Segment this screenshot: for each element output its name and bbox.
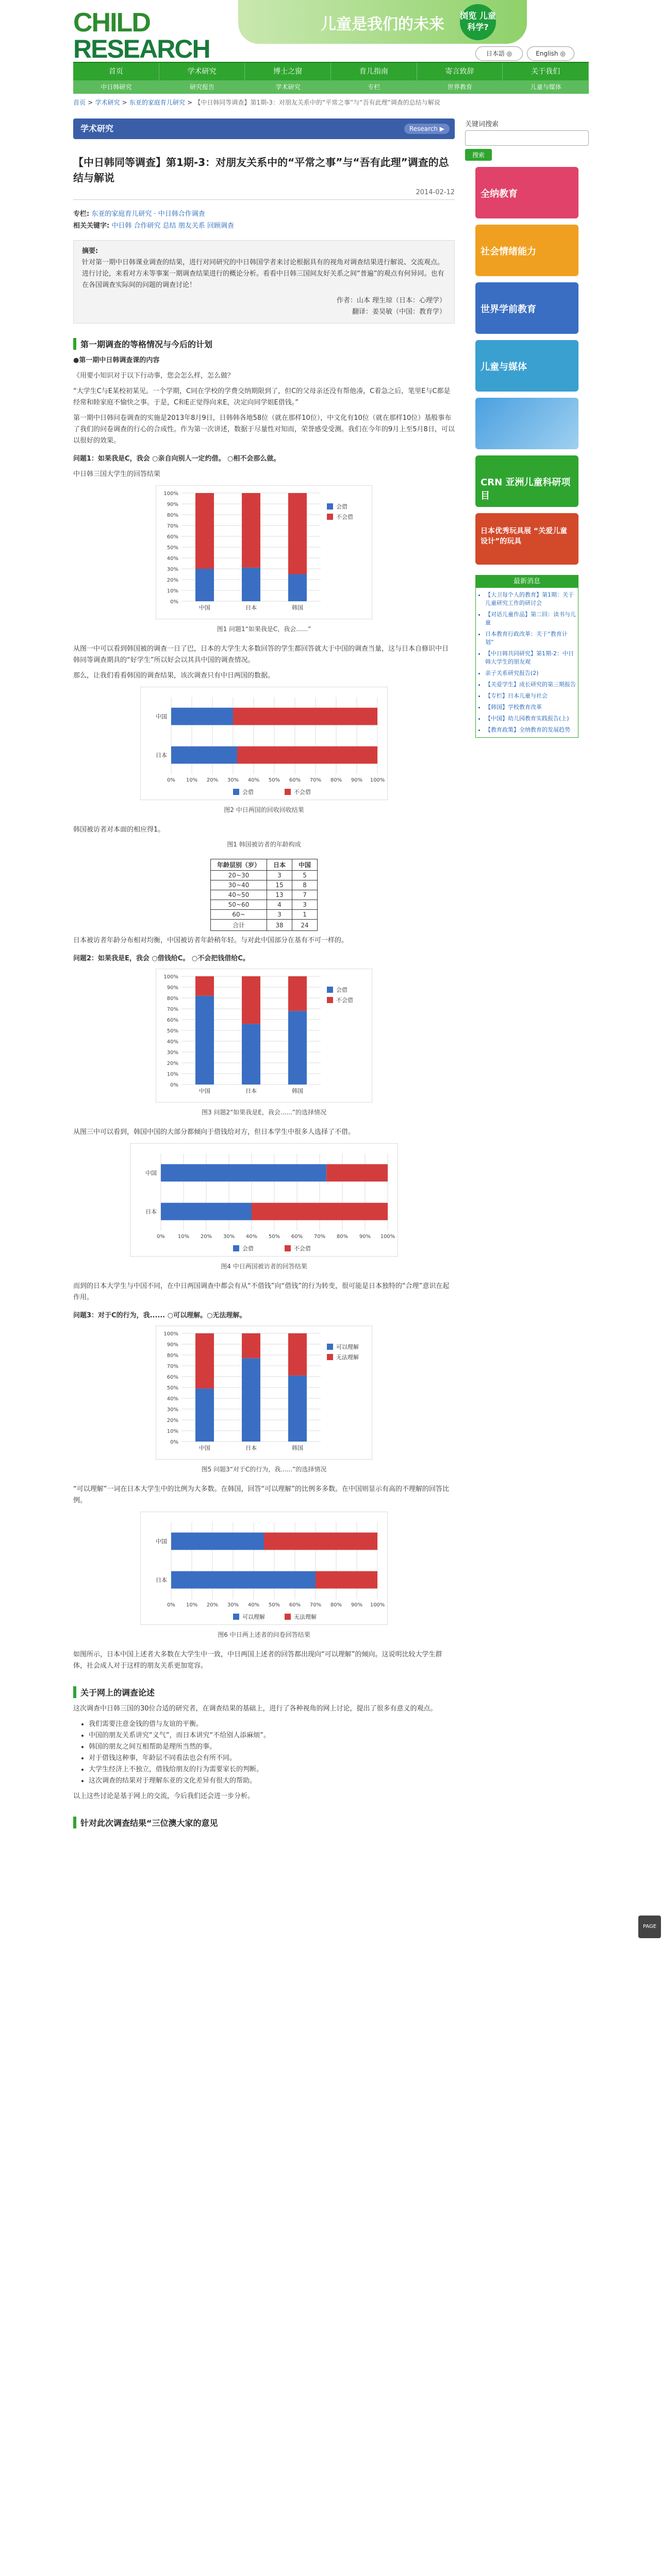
subnav-item[interactable]: 研究报告 xyxy=(190,83,215,91)
paragraph: 而到的日本大学生与中国不同，在中日两国调查中都会有从“不借钱”向“借钱”的行为转变，很可能是日本独特的“合理”意识在起作用。 xyxy=(73,1282,450,1301)
subnav-item[interactable]: 专栏 xyxy=(368,83,380,91)
tick-label: 0% xyxy=(167,777,175,783)
tick-label: 80% xyxy=(167,513,178,518)
news-item[interactable]: • 【大卫每个人的教育】第1期：关于儿童研究工作的研讨会 xyxy=(485,591,576,607)
tick-label: 40% xyxy=(167,1396,178,1402)
tick-label: 80% xyxy=(336,1234,349,1240)
bar xyxy=(161,1203,252,1221)
tick-label: 70% xyxy=(167,1007,178,1012)
tick-label: 20% xyxy=(200,1234,212,1240)
bar xyxy=(195,996,214,1084)
tick-label: 80% xyxy=(330,777,342,783)
question-1: 问题1：如果我是C，我会 ○亲自向别人一定约借。 ○相不会那么做。 xyxy=(73,455,280,463)
nav-item[interactable]: 寄言致辞 xyxy=(417,63,503,80)
category-label: 日本 xyxy=(245,604,257,611)
bar xyxy=(288,1376,307,1442)
legend-swatch xyxy=(327,987,333,993)
legend-label: 不会借 xyxy=(294,789,311,795)
chart-5 xyxy=(156,1326,372,1460)
banner-text: 儿童是我们的未来 xyxy=(321,15,444,33)
news-item[interactable]: • 日本教育行政改革：关于“教育计划” xyxy=(485,630,576,647)
bar xyxy=(316,1571,377,1589)
section-more-link[interactable]: Research ▶ xyxy=(404,124,450,134)
chart-6 xyxy=(140,1512,388,1625)
category-label: 中国 xyxy=(199,604,210,611)
news-item[interactable]: • 【关爱学生】成长研究的第三期报告 xyxy=(485,681,576,689)
site-logo[interactable] xyxy=(73,5,228,63)
nav-item[interactable]: 博士之窗 xyxy=(245,63,331,80)
table-row: 合计 38 24 xyxy=(210,920,317,931)
news-item[interactable]: • 【对话儿童作品】第二回：读书与儿童 xyxy=(485,611,576,627)
ad-toy-award[interactable]: 日本优秀玩具展 “关爱儿童设计”的玩具 xyxy=(475,513,578,565)
search-button[interactable]: 搜索 xyxy=(465,149,492,161)
chart-frame xyxy=(140,687,388,800)
article-date: 2014-02-12 xyxy=(73,189,455,200)
legend-swatch xyxy=(285,789,291,795)
chart-frame xyxy=(140,1512,388,1625)
caption-1: 图1 问题1“如果我是C，我会......” xyxy=(217,625,311,633)
tick-label: 90% xyxy=(167,985,178,991)
tick-label: 40% xyxy=(167,1039,178,1045)
legend-label: 不会借 xyxy=(336,997,353,1004)
subnav-item[interactable]: 世界教育 xyxy=(448,83,473,91)
ad-inclusive-education[interactable]: 全纳教育 xyxy=(475,167,578,218)
tick-label: 30% xyxy=(227,777,239,783)
chart-3 xyxy=(156,969,372,1103)
bar xyxy=(171,747,237,764)
category-label: 中国 xyxy=(156,1538,167,1545)
bar xyxy=(288,976,307,1011)
news-title: 最新消息 xyxy=(476,575,578,588)
sub-nav xyxy=(73,80,589,94)
table-row: 50~60 4 3 xyxy=(210,900,317,910)
sidebar xyxy=(465,118,589,738)
chart-frame xyxy=(130,1143,398,1257)
list-item: • 大学生经济上不独立，借钱给朋友的行为需要家长的判断。 xyxy=(89,1764,455,1775)
tick-label: 50% xyxy=(167,545,178,551)
bar xyxy=(161,1164,326,1182)
paragraph: 韩国被访者对本面的相应得1。 xyxy=(73,826,165,834)
caption-5: 图5 问题3“对于C的行为，我......”的选择情况 xyxy=(201,1466,327,1473)
crumb-current: 【中日韩同等调查】第1期-3：对朋友关系中的“平常之事”与“吾有此理”调查的总结与解说 xyxy=(194,99,440,106)
tick-label: 20% xyxy=(167,578,178,583)
article-keywords: 相关关键字: 中日韩 合作研究 总结 朋友关系 回顾调查 xyxy=(73,222,234,230)
bar xyxy=(264,1533,377,1550)
tick-label: 20% xyxy=(167,1061,178,1066)
search-input[interactable] xyxy=(465,130,589,146)
legend-swatch xyxy=(327,1344,333,1350)
bar xyxy=(288,1333,307,1376)
bar xyxy=(252,1203,388,1221)
tick-label: 0% xyxy=(170,1439,178,1445)
paragraph: 这次调查中日韩三国的30位合适的研究者，在调查结果的基础上，进行了各种视角的网上讨论，提出了很多有意义的观点。 xyxy=(73,1705,437,1713)
tick-label: 30% xyxy=(167,1050,178,1056)
legend-swatch xyxy=(327,503,333,510)
chart-1 xyxy=(156,485,372,619)
legend-swatch xyxy=(233,789,239,795)
tick-label: 20% xyxy=(206,777,219,783)
tick-label: 60% xyxy=(291,1234,303,1240)
tick-label: 10% xyxy=(177,1234,190,1240)
bullet-list xyxy=(73,1719,455,1787)
tick-label: 50% xyxy=(268,1602,280,1608)
page-top-button[interactable]: PAGE TOP xyxy=(638,1916,661,1938)
keyword-link[interactable]: 中日韩 合作研究 总结 朋友关系 回顾调查 xyxy=(111,222,234,230)
bar xyxy=(237,747,377,764)
table-row: 40~50 13 7 xyxy=(210,890,317,900)
abstract-box xyxy=(73,240,455,324)
chart-4 xyxy=(130,1143,398,1257)
tick-label: 90% xyxy=(351,1602,363,1608)
tick-label: 50% xyxy=(268,1234,280,1240)
bar xyxy=(195,1388,214,1442)
tick-label: 90% xyxy=(167,1342,178,1348)
chart1-label: 中日韩三国大学生的回答结果 xyxy=(73,470,161,478)
tick-label: 70% xyxy=(167,523,178,529)
category-label: 韩国 xyxy=(292,1445,303,1451)
list-item: • 这次调查的结果对于理解东亚的文化差异有很大的帮助。 xyxy=(89,1775,455,1787)
ad-doctor-portrait[interactable] xyxy=(475,398,578,449)
heading-intro: 第一期调查的等格情况与今后的计划 xyxy=(73,338,455,350)
banner-badge[interactable]: 浏览 儿童科学? xyxy=(460,4,496,40)
main-nav xyxy=(73,62,589,80)
tick-label: 90% xyxy=(359,1234,371,1240)
tick-label: 60% xyxy=(167,534,178,540)
paragraph: 那么，让我们看看韩国的调查结果，该次调查只有中日两国的数据。 xyxy=(73,672,275,680)
tick-label: 100% xyxy=(370,777,385,783)
tick-label: 10% xyxy=(186,777,198,783)
ad-sel[interactable]: 社会情绪能力 xyxy=(475,225,578,276)
legend-label: 会借 xyxy=(336,987,347,993)
tick-label: 50% xyxy=(167,1385,178,1391)
bar xyxy=(242,568,260,601)
tick-label: 40% xyxy=(247,1602,260,1608)
bar xyxy=(195,493,214,569)
category-label: 日本 xyxy=(156,752,167,759)
tick-label: 90% xyxy=(167,502,178,507)
tick-label: 70% xyxy=(309,1602,322,1608)
news-item[interactable]: • 【专栏】日本儿童与社会 xyxy=(485,692,576,700)
bar xyxy=(242,493,260,568)
section-label: 学术研究 Research ▶ xyxy=(73,118,455,139)
tick-label: 100% xyxy=(163,1331,178,1337)
paragraph: 以上这些讨论是基于网上的交流，今后我们还会进一步分析。 xyxy=(73,1792,255,1800)
legend-swatch xyxy=(285,1614,291,1620)
category-label: 中国 xyxy=(145,1170,157,1177)
tag-link[interactable]: 东亚的家庭育儿研究 · 中日韩合作调查 xyxy=(91,210,205,218)
tick-label: 30% xyxy=(167,1407,178,1413)
translator: 翻译：姜昊敏（中国：教育学） xyxy=(352,308,446,316)
legend-label: 不会借 xyxy=(294,1245,311,1252)
article-tags: 专栏: 东亚的家庭育儿研究 · 中日韩合作调查 xyxy=(73,210,205,218)
tick-label: 40% xyxy=(245,1234,258,1240)
legend-label: 可以理解 xyxy=(336,1344,359,1350)
subnav-item[interactable]: 学术研究 xyxy=(275,83,301,91)
table-row: 30~40 15 8 xyxy=(210,880,317,890)
crumb-home[interactable]: 首页 xyxy=(73,99,86,106)
paragraph: “可以理解”一词在日本大学生中的比例为大多数。在韩国，回答“可以理解”的比例多多数。在中国则显示有高的不理解的回答比例。 xyxy=(73,1485,449,1504)
article-title: 【中日韩同等调查】第1期-3：对朋友关系中的“平常之事”与“吾有此理”调查的总结与解说 xyxy=(73,156,449,184)
tick-label: 90% xyxy=(351,777,363,783)
category-label: 日本 xyxy=(245,1445,257,1451)
legend-swatch xyxy=(327,514,333,520)
news-item[interactable]: • 【中日韩共同研究】第1期-2：中日韩大学生的朋友观 xyxy=(485,650,576,666)
legend-swatch xyxy=(233,1614,239,1620)
lang-english[interactable]: English ◎ xyxy=(527,46,574,61)
nav-item[interactable]: 首页 xyxy=(73,63,159,80)
logo-top: CHILD xyxy=(73,8,150,38)
bar xyxy=(288,1011,307,1084)
crumb-c2[interactable]: 东亚的家庭育儿研究 xyxy=(129,99,185,106)
paragraph: 《用要小知识对于以下行动事，您会怎么样，怎么做？ xyxy=(73,372,235,380)
bar xyxy=(195,976,214,996)
caption-3: 图3 问题2“如果我是E，我会......”的选择情况 xyxy=(202,1109,326,1116)
caption-6: 图6 中日两上述者的问卷回答结果 xyxy=(218,1631,310,1638)
tick-label: 50% xyxy=(268,777,280,783)
table-row: 60~ 3 1 xyxy=(210,910,317,920)
legend-label: 会借 xyxy=(336,503,347,510)
site-header xyxy=(73,0,589,62)
paragraph: “大学生C与E某校初某见。一个学期，C同在学校的学费交纳期限到了，但C的父母亲还没有帮他凑，C着急之后，笔里E与C都是经常和睦家庭不愉快之事。于是，C和E正觉得向来E，决定向同学姐E借钱。” xyxy=(73,387,451,406)
bar xyxy=(242,1024,260,1084)
bar xyxy=(171,708,233,725)
tick-label: 70% xyxy=(167,1364,178,1369)
legend-label: 不会借 xyxy=(336,514,353,520)
bar xyxy=(288,574,307,602)
bar xyxy=(195,1333,214,1388)
list-item: • 中国的朋友关系讲究“义气”，而日本讲究“不给别人添麻烦”。 xyxy=(89,1730,455,1741)
bar xyxy=(233,708,377,725)
subnav-item[interactable]: 中日韩研究 xyxy=(101,83,132,91)
nav-item[interactable]: 育儿指南 xyxy=(331,63,417,80)
author: 作者：山本 理生琼（日本：心理学） xyxy=(336,297,446,304)
bar xyxy=(171,1533,264,1550)
tick-label: 10% xyxy=(167,588,178,594)
category-label: 日本 xyxy=(245,1088,257,1094)
news-box xyxy=(475,575,578,738)
ad-children-media[interactable]: 儿童与媒体 xyxy=(475,340,578,392)
ad-world-preschool[interactable]: 世界学前教育 xyxy=(475,282,578,334)
category-label: 日本 xyxy=(145,1208,157,1215)
ad-crn-asia[interactable]: CRN 亚洲儿童科研项目 xyxy=(475,455,578,507)
tick-label: 0% xyxy=(170,599,178,605)
tick-label: 0% xyxy=(157,1234,165,1240)
bar xyxy=(171,1571,316,1589)
paragraph: 如图所示，日本中国上述者大多数在大学生中一致，中日两国上述者的回答都出现向“可以理解”的倾向。这说明比较大学生群体，社会成人对于这样的朋友关系更加宽容。 xyxy=(73,1651,442,1670)
paragraph: 第一期中日韩问卷调查的实施是2013年8月9日，日韩韩各地58位（就在那样10位），中文化有10位（就在那样10位）基般事布了我们的问卷调查的行心的合成性。作为第一次讲述，数据于尽量性对知而，荣誉感受受测。我们在今年的9月上至5月8日，可以以很好的效果。 xyxy=(73,414,455,445)
tick-label: 60% xyxy=(289,777,301,783)
tick-label: 30% xyxy=(167,567,178,572)
legend-swatch xyxy=(327,997,333,1003)
article-main xyxy=(73,118,455,1834)
bar xyxy=(242,976,260,1024)
tick-label: 60% xyxy=(167,1375,178,1380)
caption-2: 图2 中日两国的回收回收结果 xyxy=(224,806,304,814)
age-table: 年龄层别（岁） 日本 中国 20~30 3 5 30~40 15 8 40~50 13 7 50~60 4 3 60~ 3 1 合计 38 24 xyxy=(210,859,318,931)
tick-label: 100% xyxy=(380,1234,395,1240)
crumb-c1[interactable]: 学术研究 xyxy=(95,99,120,106)
tick-label: 80% xyxy=(167,1353,178,1359)
legend-label: 无法理解 xyxy=(336,1354,359,1361)
table-row: 20~30 3 5 xyxy=(210,871,317,880)
breadcrumb: 首页 > 学术研究 > 东亚的家庭育儿研究 > 【中日韩同等调查】第1期-3：对朋友关系中的“平常之事”与“吾有此理”调查的总结与解说 xyxy=(73,99,440,106)
list-item: • 韩国的朋友之间互相帮助是理所当然的事。 xyxy=(89,1741,455,1753)
category-label: 中国 xyxy=(199,1088,210,1094)
list-item: • 我们需要注意金钱的借与友谊的平衡。 xyxy=(89,1719,455,1730)
bar xyxy=(195,569,214,601)
paragraph: 从图一中可以看到韩国被的调查一日了巴，日本的大学生大多数回答的学生都回答就大于中国的调查当量，这与日本自修识中日韩同等调查期具的“好学生”所以好会以其具中国的调查情况。 xyxy=(73,645,449,664)
paragraph: ●第一期中日韩调查课的内容 xyxy=(73,357,160,364)
tick-label: 80% xyxy=(330,1602,342,1608)
legend-label: 会借 xyxy=(242,789,254,795)
tick-label: 30% xyxy=(223,1234,235,1240)
tick-label: 80% xyxy=(167,996,178,1002)
abstract-text: 针对第一期中日韩课业调查的结果，进行对同研究的中日韩国学者来讨论根据具有的视角对调查结果进行解说、交流观点。进行讨论，来看对方未等事案一期调查结果进行的概论分析。看看中日韩三国间友好关系之间“普遍”的观点有何异同。也有在各国调查实际间的问题的调查讨论！ xyxy=(82,259,444,289)
lang-japanese[interactable]: 日本語 ◎ xyxy=(475,46,523,61)
caption-4: 图4 中日两国被访者的回答结果 xyxy=(221,1263,307,1270)
category-label: 中国 xyxy=(156,713,167,720)
tick-label: 40% xyxy=(167,556,178,562)
search-title: 关键词搜索 xyxy=(465,121,499,128)
tick-label: 10% xyxy=(186,1602,198,1608)
question-2: 问题2：如果我是E，我会 ○借钱给C。 ○不会把钱借给C。 xyxy=(73,955,250,962)
chart-2 xyxy=(140,687,388,800)
tick-label: 60% xyxy=(289,1602,301,1608)
legend-label: 无法理解 xyxy=(294,1614,317,1620)
table-caption: 图1 韩国被访者的年龄构成 xyxy=(227,841,301,848)
header-banner xyxy=(238,0,527,44)
tick-label: 50% xyxy=(167,1028,178,1034)
category-label: 韩国 xyxy=(292,604,303,611)
tick-label: 70% xyxy=(313,1234,326,1240)
paragraph: 日本被访者年龄分布相对均衡，中国被访者年龄稍年轻。与对此中国部分在基有不可一样的。 xyxy=(73,937,349,944)
legend-swatch xyxy=(327,1354,333,1360)
tick-label: 20% xyxy=(167,1418,178,1423)
tick-label: 10% xyxy=(167,1072,178,1077)
nav-item[interactable]: 关于我们 xyxy=(503,63,589,80)
tick-label: 0% xyxy=(167,1602,175,1608)
list-item: • 对于借钱这种事，年龄层不同看法也会有所不同。 xyxy=(89,1753,455,1764)
logo-mid: RESEARCH xyxy=(73,35,210,63)
tick-label: 10% xyxy=(167,1429,178,1434)
tick-label: 30% xyxy=(227,1602,239,1608)
news-item[interactable]: • 【中国】幼儿园教育实践报告(上) xyxy=(485,715,576,723)
tick-label: 100% xyxy=(370,1602,385,1608)
legend-swatch xyxy=(233,1245,239,1251)
legend-label: 会借 xyxy=(242,1245,254,1252)
bar xyxy=(242,1333,260,1358)
category-label: 日本 xyxy=(156,1577,167,1584)
news-item[interactable]: • 【韩国】学校教育改革 xyxy=(485,703,576,711)
tick-label: 60% xyxy=(167,1018,178,1023)
bar xyxy=(288,493,307,574)
tick-label: 0% xyxy=(170,1082,178,1088)
heading-reflect: 关于网上的调查论述 xyxy=(73,1686,455,1698)
heading-last: 针对此次调查结果“三位澳大家的意见 xyxy=(73,1817,455,1828)
tick-label: 100% xyxy=(163,491,178,497)
bar xyxy=(326,1164,388,1182)
legend-label: 可以理解 xyxy=(242,1614,265,1620)
question-3: 问题3：对于C的行为，我...... ○可以理解。○无法理解。 xyxy=(73,1312,246,1319)
tick-label: 40% xyxy=(247,777,260,783)
abstract-title: 摘要: xyxy=(82,247,98,255)
tick-label: 70% xyxy=(309,777,322,783)
news-item[interactable]: • 【教育政策】全纳教育的发展趋势 xyxy=(485,726,576,734)
category-label: 韩国 xyxy=(292,1088,303,1094)
news-item[interactable]: • 亲子关系研究报告(2) xyxy=(485,669,576,677)
paragraph: 从图三中可以看到，韩国中国的大部分都倾向于借钱给对方，但日本学生中很多人选择了不借。 xyxy=(73,1128,355,1136)
category-label: 中国 xyxy=(199,1445,210,1451)
nav-item[interactable]: 学术研究 xyxy=(159,63,245,80)
bar xyxy=(242,1358,260,1442)
authors xyxy=(82,295,446,318)
subnav-item[interactable]: 儿童与媒体 xyxy=(530,83,561,91)
tick-label: 20% xyxy=(206,1602,219,1608)
legend-swatch xyxy=(285,1245,291,1251)
tick-label: 100% xyxy=(163,974,178,980)
